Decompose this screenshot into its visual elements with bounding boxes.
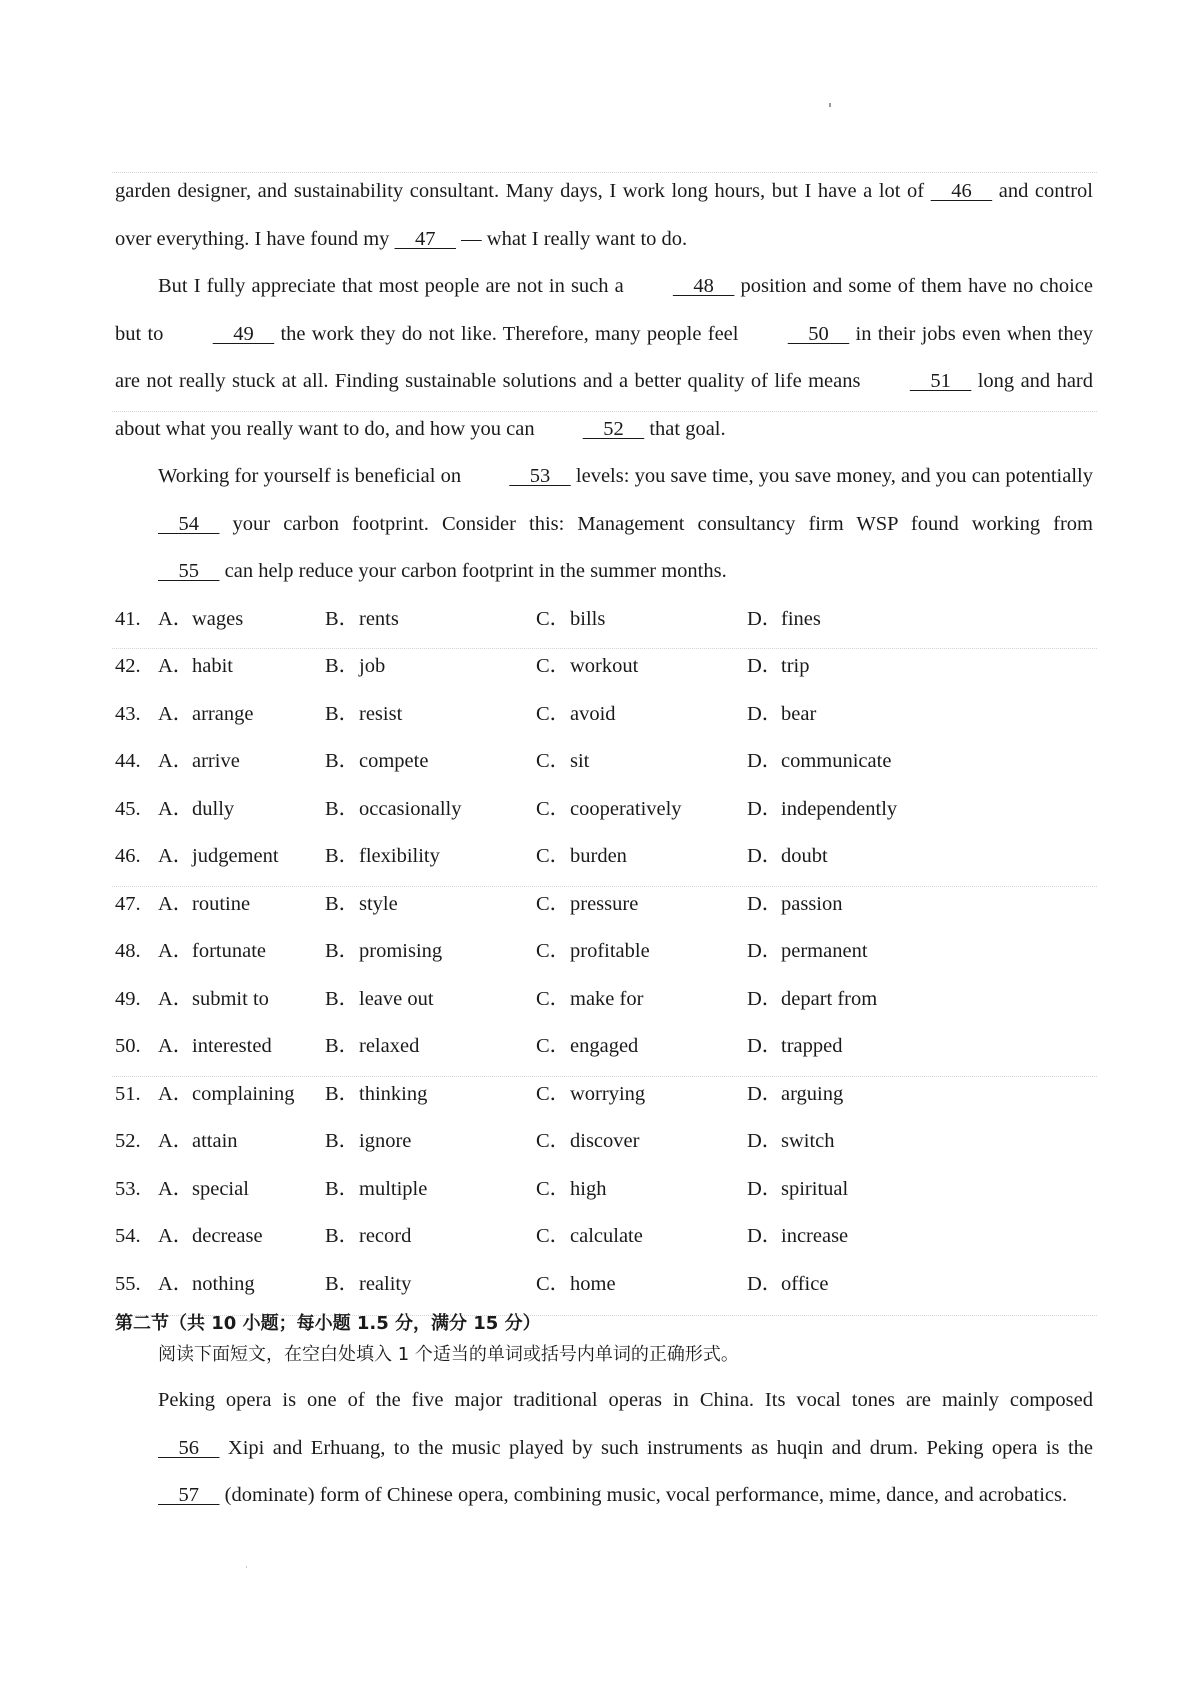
option-row	[115, 928, 1093, 976]
question-number: 45.	[115, 797, 141, 820]
blank-47: 47	[394, 227, 457, 250]
blank-54: 54	[158, 512, 220, 535]
section-2-passage: Peking opera is one of the five major traditional operas in China. Its vocal tones are mainly composed 56 Xipi and Erhuang, to the music played by such instruments as huqin and drum. Peking opera is the 57 (dominate) form of Chinese opera, combining music, vocal performance, mime, dance, and acrobatics.	[115, 1377, 1093, 1520]
option-row	[115, 786, 1093, 834]
blank-46: 46	[930, 180, 993, 202]
option-c: C．home	[536, 1272, 616, 1295]
question-number: 55.	[115, 1272, 141, 1295]
scan-mark-top	[829, 103, 831, 107]
option-b: B．compete	[325, 750, 429, 772]
option-d: D．trip	[747, 655, 810, 677]
option-b: B．thinking	[325, 1082, 428, 1105]
option-d: D．trapped	[747, 1035, 843, 1057]
option-b: B．style	[325, 892, 398, 915]
blank-53: 53	[509, 465, 571, 487]
option-a: A．arrange	[158, 702, 254, 725]
blank-49: 49	[212, 322, 275, 345]
option-row	[115, 1023, 1093, 1071]
option-c: C．pressure	[536, 892, 639, 915]
option-b: B．job	[325, 655, 386, 677]
option-d: D．permanent	[747, 940, 868, 962]
option-a: A．wages	[158, 607, 244, 630]
question-number: 44.	[115, 750, 141, 772]
option-row	[115, 1213, 1093, 1261]
option-a: A．judgement	[158, 845, 279, 867]
question-number: 43.	[115, 702, 141, 725]
option-b: B．record	[325, 1225, 412, 1247]
blank-50: 50	[787, 322, 850, 345]
option-b: B．resist	[325, 702, 403, 725]
option-b: B．leave out	[325, 987, 434, 1010]
scan-mark-bottom	[246, 1566, 247, 1568]
question-number: 53.	[115, 1177, 141, 1200]
question-number: 49.	[115, 987, 141, 1010]
blank-48: 48	[672, 275, 735, 297]
option-c: C．worrying	[536, 1082, 646, 1105]
section-2-instruction: 阅读下面短文，在空白处填入 1 个适当的单词或括号内单词的正确形式。	[158, 1344, 739, 1365]
option-d: D．depart from	[747, 987, 878, 1010]
section-2-title: 第二节（共 10 小题；每小题 1.5 分，满分 15 分）	[115, 1313, 541, 1334]
option-b: B．multiple	[325, 1177, 428, 1200]
option-c: C．make for	[536, 987, 644, 1010]
exam-page	[115, 168, 1093, 1520]
option-c: C．burden	[536, 845, 627, 867]
option-d: D．communicate	[747, 750, 892, 772]
question-number: 51.	[115, 1082, 141, 1105]
option-c: C．discover	[536, 1130, 640, 1152]
question-number: 52.	[115, 1130, 141, 1152]
option-row	[115, 1071, 1093, 1119]
option-a: A．complaining	[158, 1082, 295, 1105]
option-d: D．office	[747, 1272, 829, 1295]
question-number: 48.	[115, 940, 141, 962]
option-c: C．sit	[536, 750, 590, 772]
option-b: B．occasionally	[325, 797, 462, 820]
option-b: B．relaxed	[325, 1035, 420, 1057]
option-c: C．high	[536, 1177, 607, 1200]
blank-51: 51	[909, 370, 972, 392]
option-d: D．arguing	[747, 1082, 844, 1105]
question-number: 54.	[115, 1225, 141, 1247]
option-b: B．flexibility	[325, 845, 440, 867]
option-c: C．bills	[536, 607, 606, 630]
option-b: B．reality	[325, 1272, 412, 1295]
option-a: A．arrive	[158, 750, 240, 772]
option-a: A．decrease	[158, 1225, 263, 1247]
option-c: C．workout	[536, 655, 639, 677]
option-d: D．fines	[747, 607, 821, 630]
option-a: A．special	[158, 1177, 249, 1200]
option-c: C．avoid	[536, 702, 616, 725]
option-row	[115, 1166, 1093, 1214]
option-d: D．increase	[747, 1225, 849, 1247]
blank-52: 52	[582, 417, 645, 440]
option-a: A．nothing	[158, 1272, 255, 1295]
option-a: A．dully	[158, 797, 235, 820]
question-number: 47.	[115, 892, 141, 915]
option-row	[115, 738, 1093, 786]
blank-57: 57	[158, 1484, 220, 1506]
option-a: A．fortunate	[158, 940, 266, 962]
option-row	[115, 643, 1093, 691]
option-c: C．cooperatively	[536, 797, 682, 820]
passage-paragraph-3: Working for yourself is beneficial on 53 levels: you save time, you save money, and you can potentially 54 your carbon footprint. Consider this: Management consultancy firm WSP found working from 55 can help reduce your carbon footprint in the summer months.	[115, 453, 1093, 596]
question-number: 41.	[115, 607, 141, 630]
option-row	[115, 976, 1093, 1024]
option-c: C．calculate	[536, 1225, 643, 1247]
option-d: D．spiritual	[747, 1177, 849, 1200]
passage-paragraph-2: But I fully appreciate that most people are not in such a 48 position and some of them have no choice but to 49 the work they do not like. Therefore, many people feel 50 in their jobs even when they are not really stuck at all. Finding sustainable solutions and a better quality of life means 51 long and hard about what you really want to do, and how you can 52 that goal.	[115, 263, 1093, 453]
option-d: D．bear	[747, 702, 817, 725]
question-number: 50.	[115, 1035, 141, 1057]
option-b: B．promising	[325, 940, 443, 962]
option-row	[115, 881, 1093, 929]
option-row	[115, 1261, 1093, 1309]
option-c: C．engaged	[536, 1035, 639, 1057]
question-number: 46.	[115, 845, 141, 867]
option-d: D．switch	[747, 1130, 835, 1152]
option-c: C．profitable	[536, 940, 650, 962]
option-row	[115, 833, 1093, 881]
option-row	[115, 1118, 1093, 1166]
option-b: B．ignore	[325, 1130, 412, 1152]
option-d: D．passion	[747, 892, 843, 915]
passage-paragraph-1: garden designer, and sustainability consultant. Many days, I work long hours, but I have a lot of 46 and control over everything. I have found my 47 — what I really want to do.	[115, 168, 1093, 263]
option-a: A．interested	[158, 1035, 272, 1057]
question-number: 42.	[115, 655, 141, 677]
option-row	[115, 691, 1093, 739]
option-b: B．rents	[325, 607, 399, 630]
option-a: A．attain	[158, 1130, 238, 1152]
option-d: D．independently	[747, 797, 898, 820]
option-d: D．doubt	[747, 845, 828, 867]
option-row	[115, 596, 1093, 644]
option-a: A．habit	[158, 655, 233, 677]
blank-56: 56	[158, 1436, 220, 1459]
blank-55: 55	[158, 560, 220, 582]
answer-options-list	[115, 596, 1093, 1309]
option-a: A．routine	[158, 892, 251, 915]
option-a: A．submit to	[158, 987, 269, 1010]
